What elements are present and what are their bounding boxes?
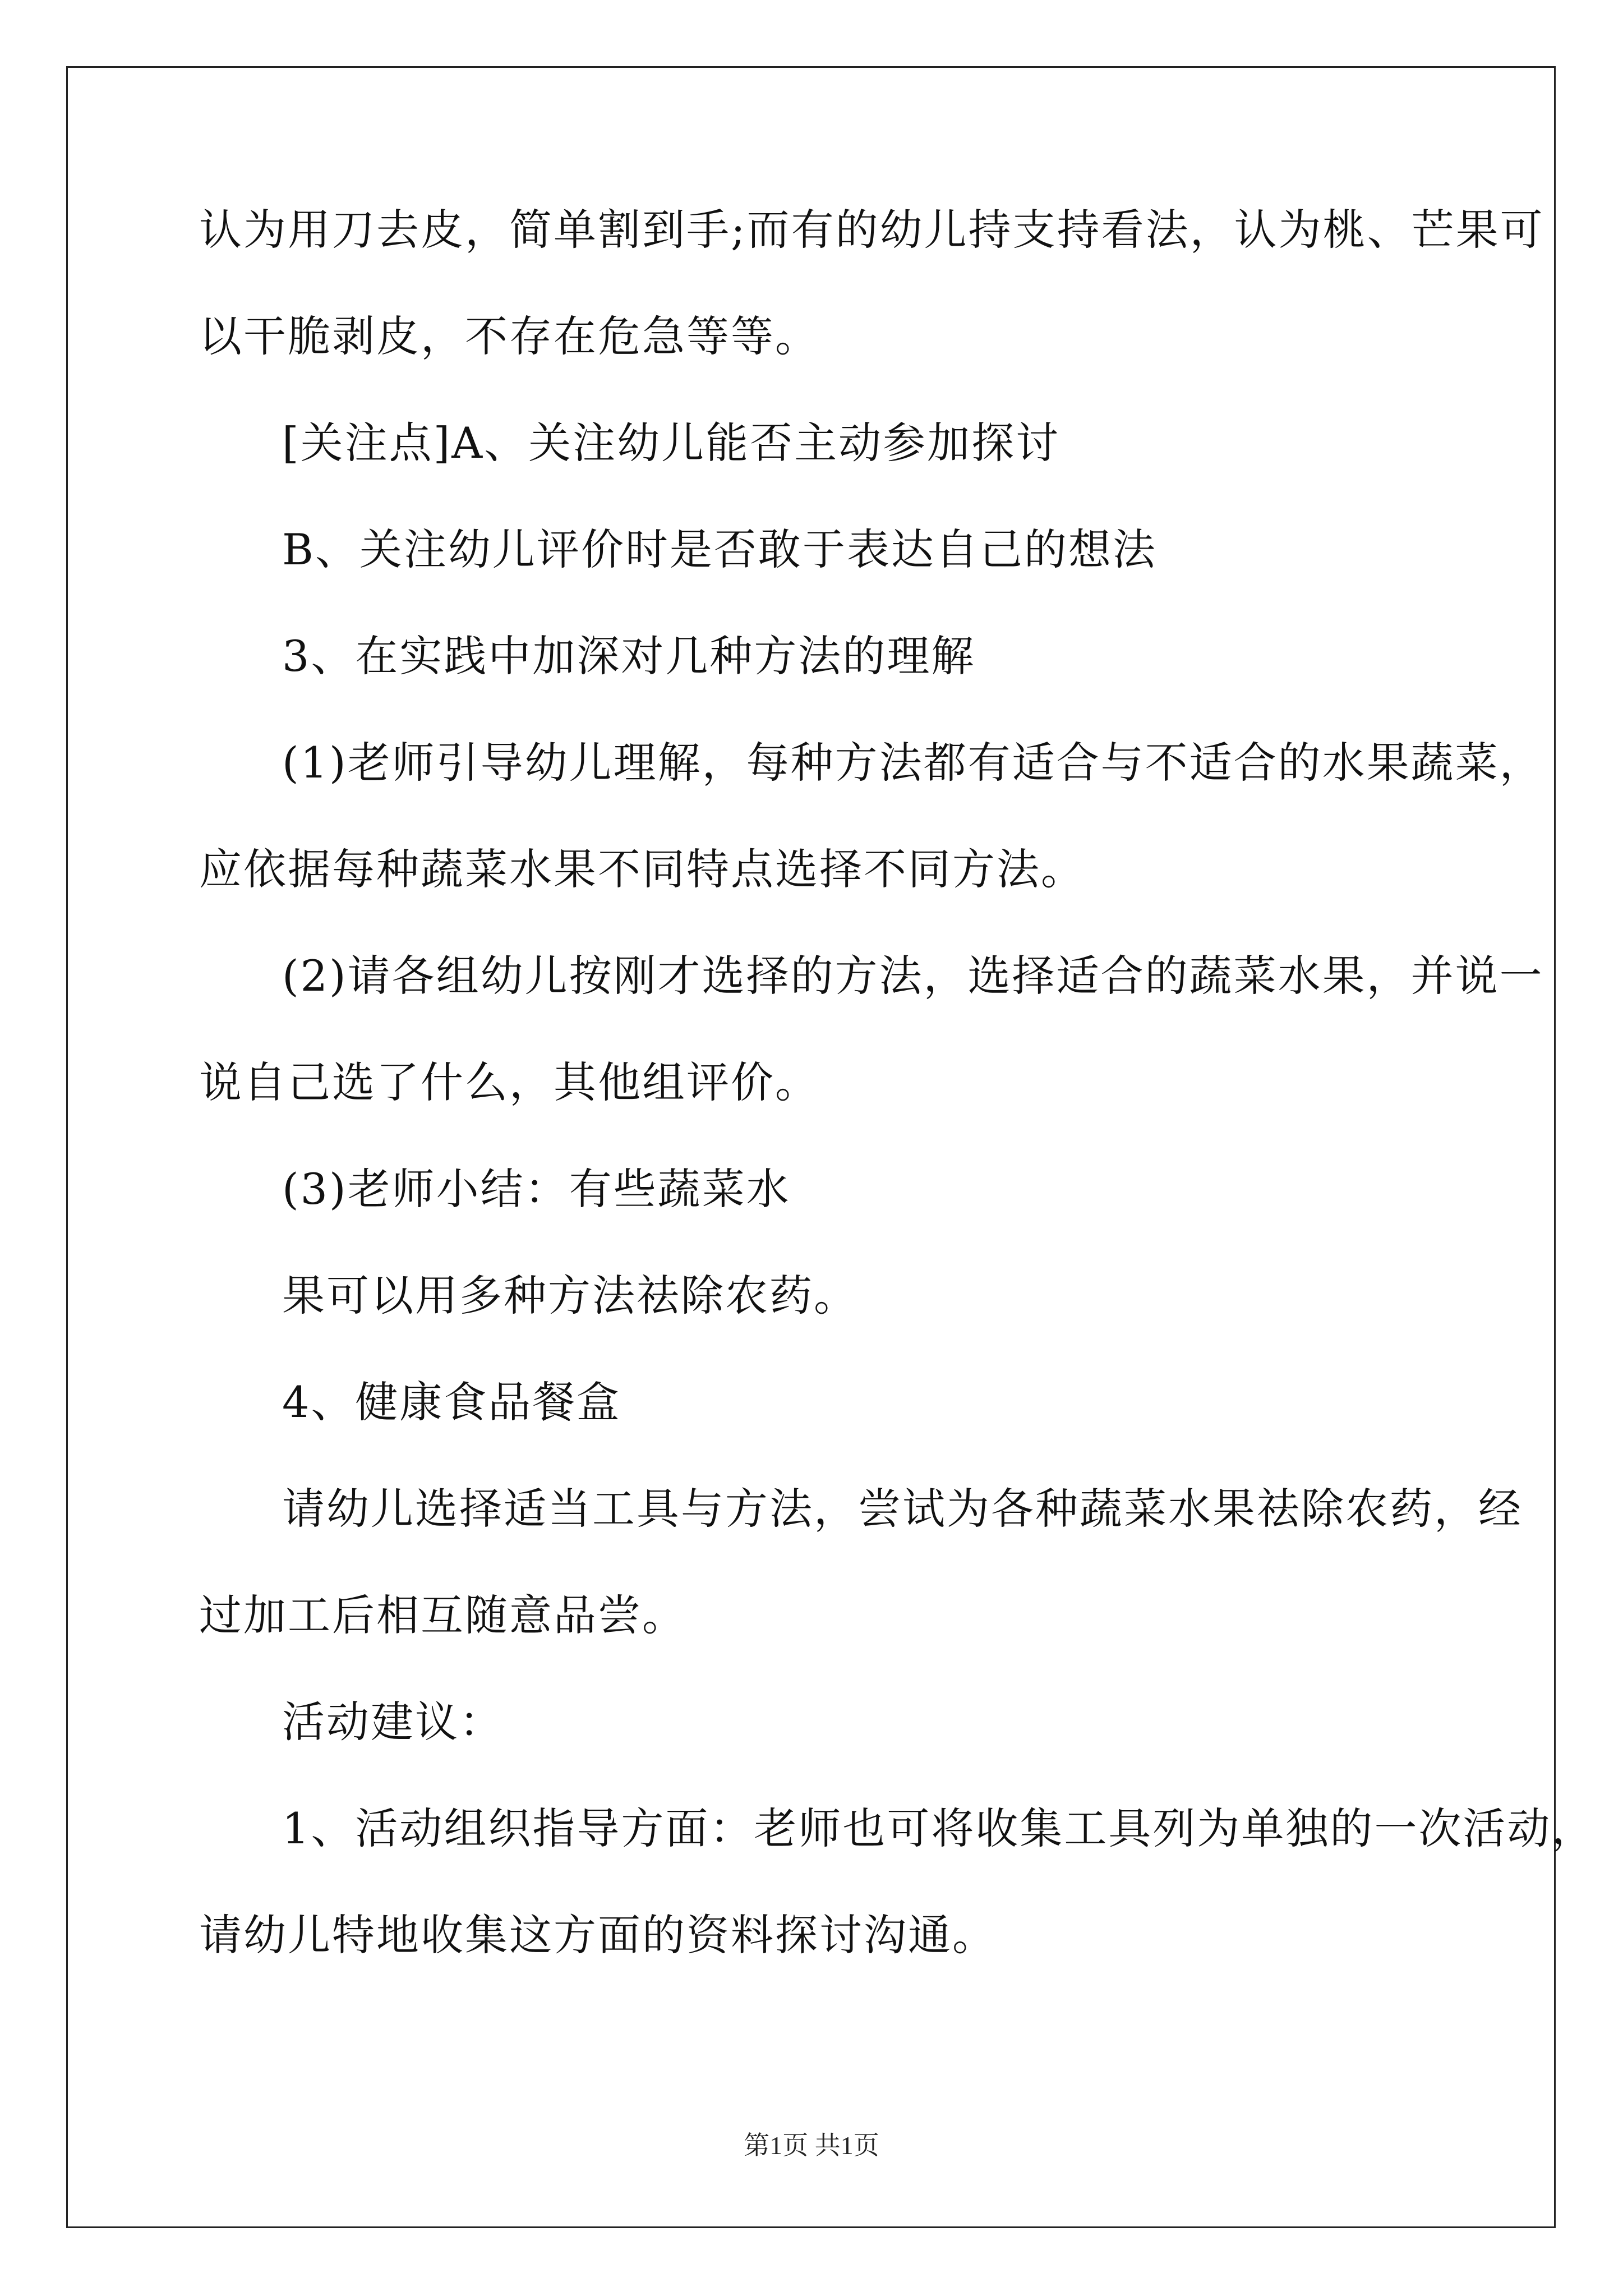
text-line: [关注点]A、关注幼儿能否主动参加探讨 (282, 418, 1061, 468)
text-line: 说自己选了什么，其他组评价。 (199, 1057, 819, 1107)
page-border (66, 66, 1556, 2228)
text-line: 过加工后相互随意品尝。 (199, 1590, 686, 1640)
text-line: 4、健康食品餐盒 (282, 1377, 621, 1427)
text-line: B、关注幼儿评价时是否敢于表达自己的想法 (282, 524, 1157, 574)
text-line: (1)老师引导幼儿理解，每种方法都有适合与不适合的水果蔬菜， (282, 738, 1544, 788)
text-line: 认为用刀去皮，简单割到手;而有的幼儿持支持看法，认为桃、芒果可 (199, 205, 1544, 255)
text-line: (2)请各组幼儿按刚才选择的方法，选择适合的蔬菜水果，并说一 (282, 951, 1544, 1001)
text-line: (3)老师小结：有些蔬菜水 (282, 1164, 791, 1214)
text-line: 应依据每种蔬菜水果不同特点选择不同方法。 (199, 844, 1085, 894)
text-line: 活动建议： (282, 1697, 504, 1747)
text-line: 请幼儿选择适当工具与方法，尝试为各种蔬菜水果祛除农药，经 (282, 1484, 1523, 1534)
text-line: 以干脆剥皮，不存在危急等等。 (199, 311, 819, 361)
page-number-footer: 第1页 共1页 (744, 2131, 879, 2160)
text-line: 果可以用多种方法祛除农药。 (282, 1271, 858, 1320)
text-line: 请幼儿特地收集这方面的资料探讨沟通。 (199, 1910, 997, 1960)
text-line: 3、在实践中加深对几种方法的理解 (282, 631, 976, 681)
text-line: 1、活动组织指导方面：老师也可将收集工具列为单独的一次活动， (282, 1803, 1596, 1853)
